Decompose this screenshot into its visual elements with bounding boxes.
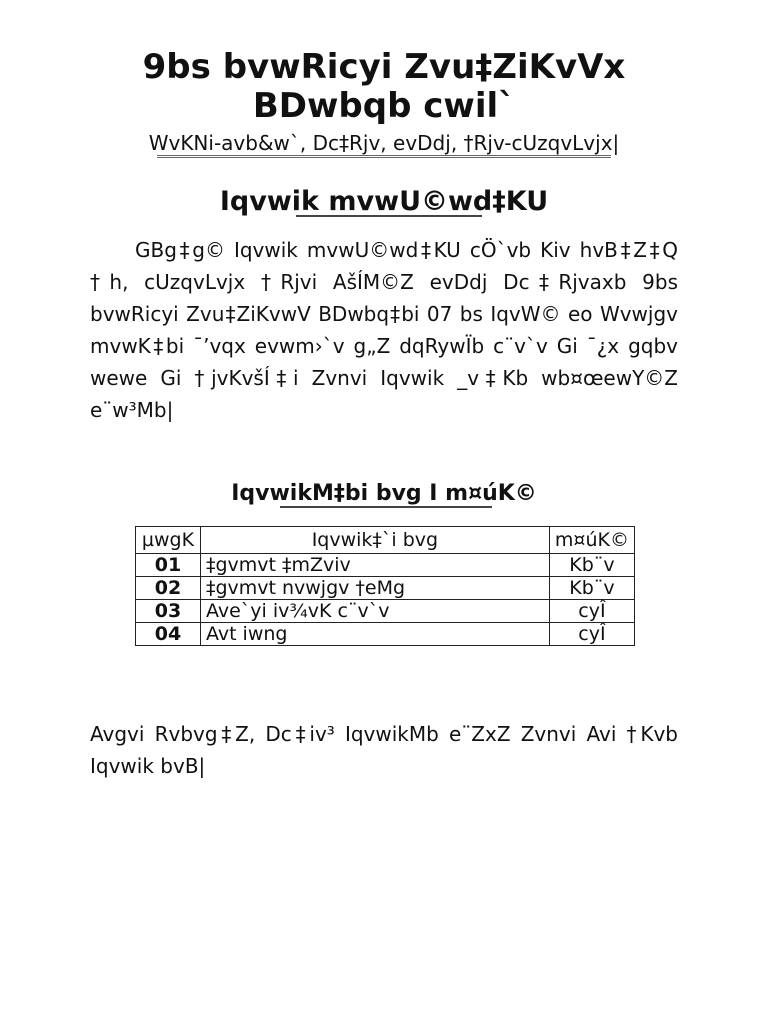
address-subtitle: WvKNi-avb&w`, Dc‡Rjv, evDdj, †Rjv-cUzqvLvjx| xyxy=(148,131,620,155)
table-header-row xyxy=(136,527,635,554)
heading-underline xyxy=(296,215,482,217)
heirs-table xyxy=(135,526,635,646)
row-heir-name: Avt iwng xyxy=(200,623,549,646)
table-row xyxy=(136,554,635,577)
row-relation: Kb¨v xyxy=(549,554,634,577)
row-relation: cyÎ xyxy=(549,600,634,623)
closing-statement: Avgvi Rvbvg‡Z, Dc‡iv³ IqvwikMb e¨ZxZ Zvnvi Avi †Kvb Iqvwik bvB| xyxy=(90,722,678,778)
header-heir-name: Iqvwik‡`i bvg xyxy=(200,527,549,554)
heirs-table-heading: IqvwikM‡bi bvg I m¤úK© xyxy=(231,481,537,506)
row-serial: 01 xyxy=(136,554,201,577)
union-council-title-line2: BDwbqb cwil` xyxy=(252,86,516,126)
table-row xyxy=(136,623,635,646)
row-heir-name: Ave`yi iv¾vK c¨v`v xyxy=(200,600,549,623)
row-relation: Kb¨v xyxy=(549,577,634,600)
certificate-body-paragraph: GBg‡g© Iqvwik mvwU©wd‡KU cÖ`vb Kiv hvB‡Z‡Q †h, cUzqvLvjx †Rjvi AšÍM©Z evDdj Dc‡Rjvaxb 9bs bvwRicyi Zvu‡ZiKvwV BDwbq‡bi 07 bs IqvW© eo Wvwjgv mvwK‡bi ¯’vqx evwm›`v g„Z dqRywÏb c¨v`v Gi ¯¿x gqbv wewe Gi †jvKvšÍ‡i Zvnvi Iqvwik _v‡Kb wb¤œewY©Z e¨w³Mb| xyxy=(90,238,678,422)
header-relation: m¤úK© xyxy=(549,527,634,554)
row-heir-name: ‡gvmvt ‡mZviv xyxy=(200,554,549,577)
row-serial: 03 xyxy=(136,600,201,623)
row-serial: 04 xyxy=(136,623,201,646)
table-row xyxy=(136,577,635,600)
row-relation: cyÎ xyxy=(549,623,634,646)
union-council-title: 9bs bvwRicyi Zvu‡ZiKvVx xyxy=(142,47,626,87)
table-row xyxy=(136,600,635,623)
row-heir-name: ‡gvmvt nvwjgv †eMg xyxy=(200,577,549,600)
header-serial: µwgK xyxy=(136,527,201,554)
table-heading-underline xyxy=(280,506,492,508)
row-serial: 02 xyxy=(136,577,201,600)
certificate-heading: Iqvwik mvwU©wd‡KU xyxy=(219,186,549,217)
subtitle-underline xyxy=(157,155,611,158)
